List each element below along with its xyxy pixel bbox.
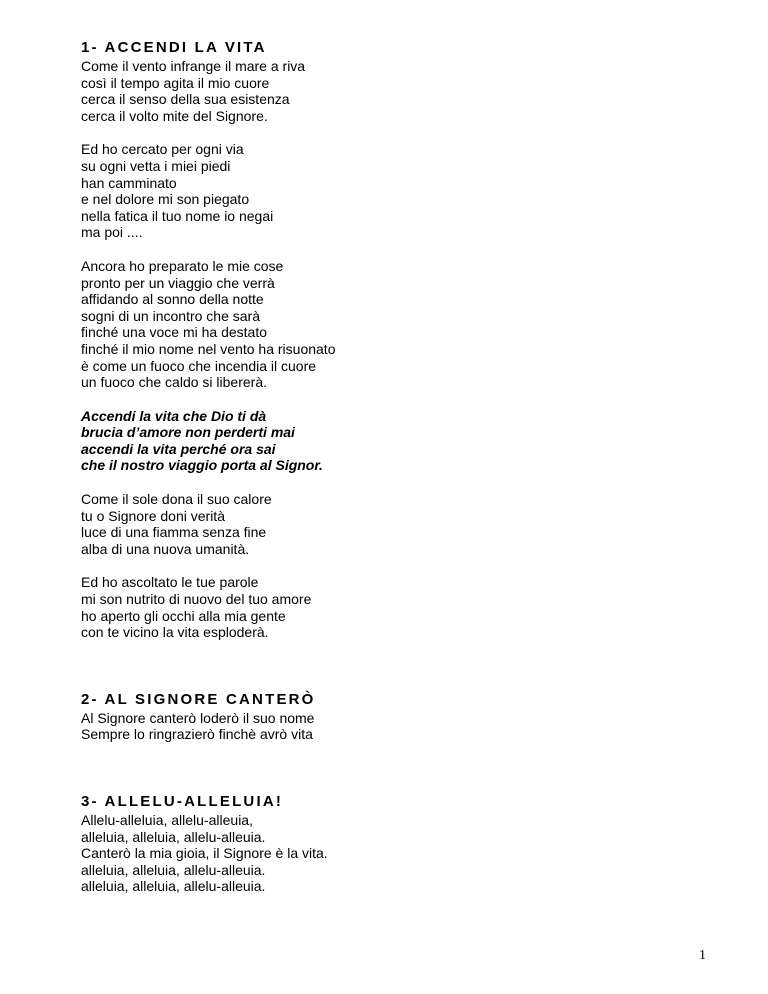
lyric-line: così il tempo agita il mio cuore xyxy=(81,74,270,91)
verse-stanza xyxy=(81,812,701,895)
song-title: 3- ALLELU-ALLELUIA! xyxy=(81,793,284,810)
chorus-line: Accendi la vita che Dio ti dà xyxy=(81,407,267,424)
chorus-line: brucia d’amore non perderti mai xyxy=(81,424,295,441)
song-1 xyxy=(81,38,701,641)
lyric-line: Ed ho cercato per ogni via xyxy=(81,141,244,158)
lyric-line: Sempre lo ringrazierò finchè avrò vita xyxy=(81,726,313,743)
song-3 xyxy=(81,792,701,895)
lyric-line: Al Signore canterò loderò il suo nome xyxy=(81,709,315,726)
document-page xyxy=(81,38,701,895)
lyric-line: cerca il volto mite del Signore. xyxy=(81,107,268,124)
verse-stanza xyxy=(81,258,701,391)
lyric-line: finché il mio nome nel vento ha risuonato xyxy=(81,340,336,357)
lyric-line: han camminato xyxy=(81,174,177,191)
lyric-line: luce di una fiamma senza fine xyxy=(81,524,267,541)
lyric-line: con te vicino la vita esploderà. xyxy=(81,624,269,641)
lyric-line: affidando al sonno della notte xyxy=(81,291,264,308)
lyric-line: alba di una nuova umanità. xyxy=(81,540,250,557)
lyric-line: ma poi .... xyxy=(81,224,143,241)
lyric-line: Allelu-alleluia, allelu-alleuia, xyxy=(81,812,253,828)
verse-stanza xyxy=(81,491,701,557)
lyric-line: cerca il senso della sua esistenza xyxy=(81,91,290,108)
song-title: 2- AL SIGNORE CANTERÒ xyxy=(81,690,316,708)
lyric-line: sogni di un incontro che sarà xyxy=(81,307,260,324)
lyric-line: Canterò la mia gioia, il Signore è la vita. xyxy=(81,845,328,862)
lyric-line: e nel dolore mi son piegato xyxy=(81,191,250,208)
chorus-line: accendi la vita perché ora sai xyxy=(81,440,276,457)
lyric-line: ho aperto gli occhi alla mia gente xyxy=(81,607,286,624)
lyric-line: Come il vento infrange il mare a riva xyxy=(81,58,306,74)
lyric-line: Ed ho ascoltato le tue parole xyxy=(81,574,259,591)
chorus-line: che il nostro viaggio porta al Signor. xyxy=(81,457,323,474)
verse-stanza xyxy=(81,141,701,241)
verse-stanza xyxy=(81,574,701,640)
lyric-line: tu o Signore doni verità xyxy=(81,507,225,524)
lyric-line: alleluia, alleluia, allelu-alleuia. xyxy=(81,861,266,878)
chorus-stanza xyxy=(81,408,701,474)
lyric-line: nella fatica il tuo nome io negai xyxy=(81,207,274,224)
lyric-line: finché una voce mi ha destato xyxy=(81,324,268,341)
page-number: 1 xyxy=(699,948,706,963)
lyric-line: alleluia, alleluia, allelu-alleuia. xyxy=(81,828,266,845)
verse-stanza xyxy=(81,58,701,124)
lyric-line: Ancora ho preparato le mie cose xyxy=(81,257,284,274)
lyric-line: mi son nutrito di nuovo del tuo amore xyxy=(81,591,312,608)
lyric-line: è come un fuoco che incendia il cuore xyxy=(81,357,317,374)
lyric-line: Come il sole dona il suo calore xyxy=(81,491,272,508)
song-2 xyxy=(81,690,701,743)
lyric-line: pronto per un viaggio che verrà xyxy=(81,274,275,291)
verse-stanza xyxy=(81,710,701,743)
lyric-line: un fuoco che caldo si libererà. xyxy=(81,374,267,391)
lyric-line: alleluia, alleluia, allelu-alleuia. xyxy=(81,878,266,895)
song-title: 1- ACCENDI LA VITA xyxy=(81,39,267,56)
lyric-line: su ogni vetta i miei piedi xyxy=(81,157,231,174)
